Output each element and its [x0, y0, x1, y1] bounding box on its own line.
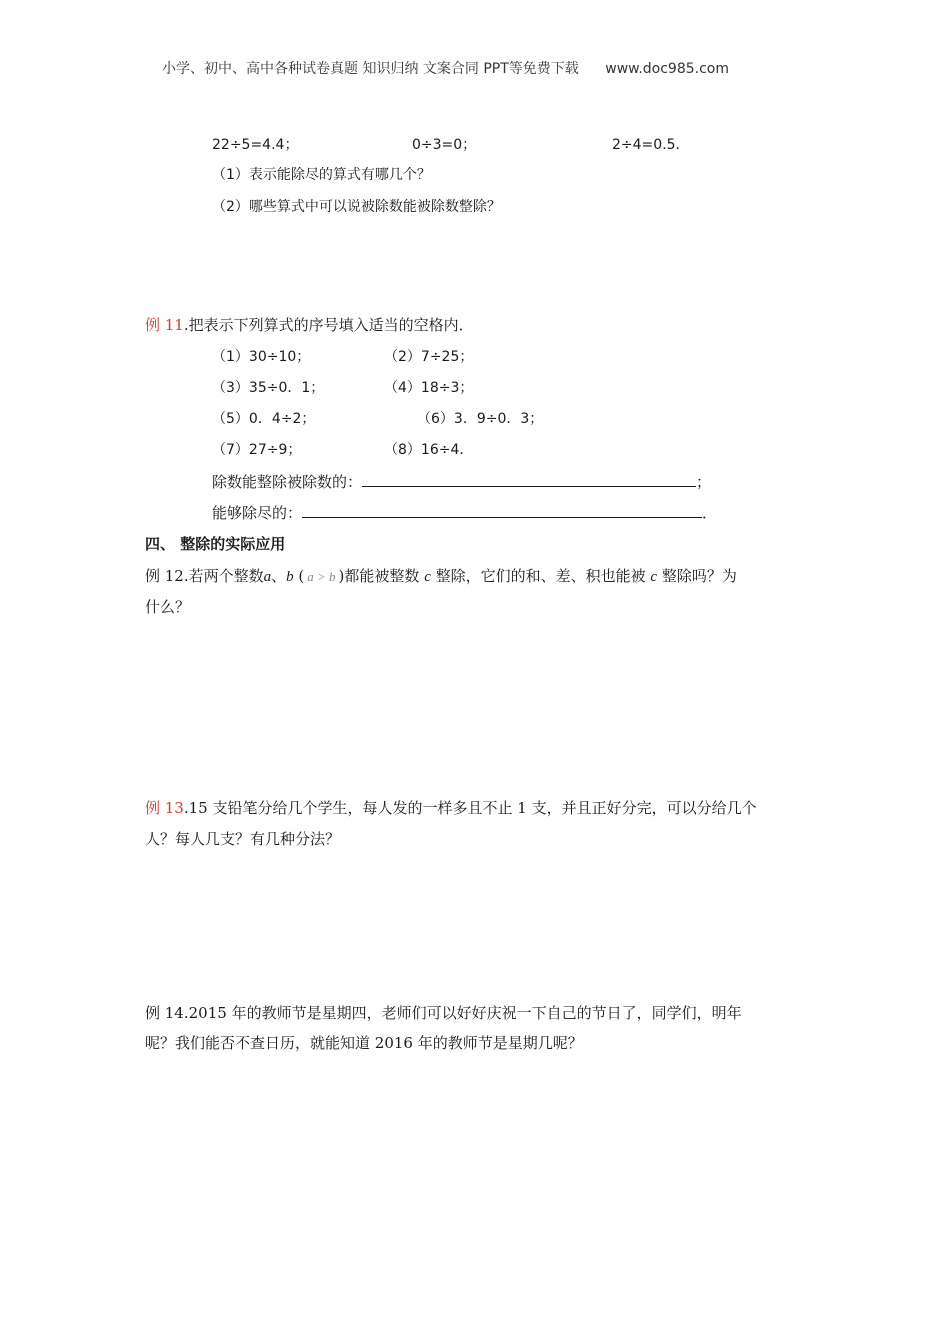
fill-2-end: ．: [702, 504, 718, 522]
calc-item-1: 22÷5=4.4；: [212, 137, 299, 153]
ex12-line-2: 什么？: [145, 598, 191, 616]
ex13-text-1: .15 支铅笔分给几个学生，每人发的一样多且不止 1 支，并且正好分完，可以分给几个: [183, 799, 757, 817]
ex13-line-1: [145, 797, 757, 818]
var-a: a: [263, 569, 272, 585]
ex13-label: 例 13: [145, 799, 184, 817]
ex11-item-5: （5）0．4÷2；: [212, 411, 316, 427]
var-c-2: c: [650, 569, 658, 585]
ex11-item-4: （4）18÷3；: [384, 380, 474, 396]
ex11-item-8: （8）16÷4．: [384, 442, 474, 458]
ex12-paren-open: (: [293, 567, 305, 585]
ex12-p3: 整除，它们的和、差、积也能被: [430, 567, 651, 585]
ex12-paren-close: ): [338, 567, 345, 585]
page-header: [162, 58, 729, 78]
ex11-item-3: （3）35÷0．1；: [212, 380, 325, 396]
ex14-line-2: 呢？我们能否不查日历，就能知道 2016 年的教师节是星期几呢？: [145, 1034, 583, 1052]
ex12-p4: 整除吗？为: [657, 567, 737, 585]
var-c-1: c: [424, 569, 431, 585]
calc-item-3: 2÷4=0.5．: [612, 137, 690, 153]
ex12-p2: 都能被整数: [344, 567, 425, 585]
ex11-item-7: （7）27÷9；: [212, 442, 302, 458]
question-2: （2）哪些算式中可以说被除数能被除数整除？: [212, 199, 501, 215]
var-b: b: [286, 569, 294, 585]
header-text: 小学、初中、高中各种试卷真题 知识归纳 文案合同 PPT等免费下载: [162, 61, 579, 77]
ex11-item-2: （2）7÷25；: [384, 349, 474, 365]
ex11-text: .把表示下列算式的序号填入适当的空格内．: [183, 316, 474, 334]
fill-1-end: ；: [696, 473, 712, 491]
ex12-p1: 例 12.若两个整数: [145, 567, 264, 585]
fill-2-label: 能够除尽的：: [212, 504, 303, 522]
ex14-line-1: 例 14.2015 年的教师节是星期四，老师们可以好好庆祝一下自己的节日了，同学们，明年: [145, 1004, 742, 1022]
ex13-line-2: 人？每人几支？有几种分法？: [145, 830, 341, 848]
fill-2-blank[interactable]: [302, 503, 702, 518]
ex11-label: 例 11: [145, 316, 184, 334]
header-site-link[interactable]: www.doc985.com: [605, 61, 729, 77]
question-1: （1）表示能除尽的算式有哪几个？: [212, 167, 431, 183]
fill-1-label: 除数能整除被除数的：: [212, 473, 363, 491]
fill-1-blank[interactable]: [362, 472, 696, 487]
section-4-heading: 四、 整除的实际应用: [145, 535, 286, 553]
ex11-fill-1: [212, 471, 711, 492]
ex12-line-1: [145, 565, 737, 586]
calc-item-2: 0÷3=0；: [412, 137, 477, 153]
ex11-fill-2: [212, 502, 717, 523]
ex12-sep: 、: [271, 567, 287, 585]
ex11-item-1: （1）30÷10；: [212, 349, 311, 365]
ex11-item-6: （6）3．9÷0．3；: [417, 411, 544, 427]
ex12-condition: a > b: [307, 569, 336, 584]
ex11-heading: [145, 314, 474, 335]
